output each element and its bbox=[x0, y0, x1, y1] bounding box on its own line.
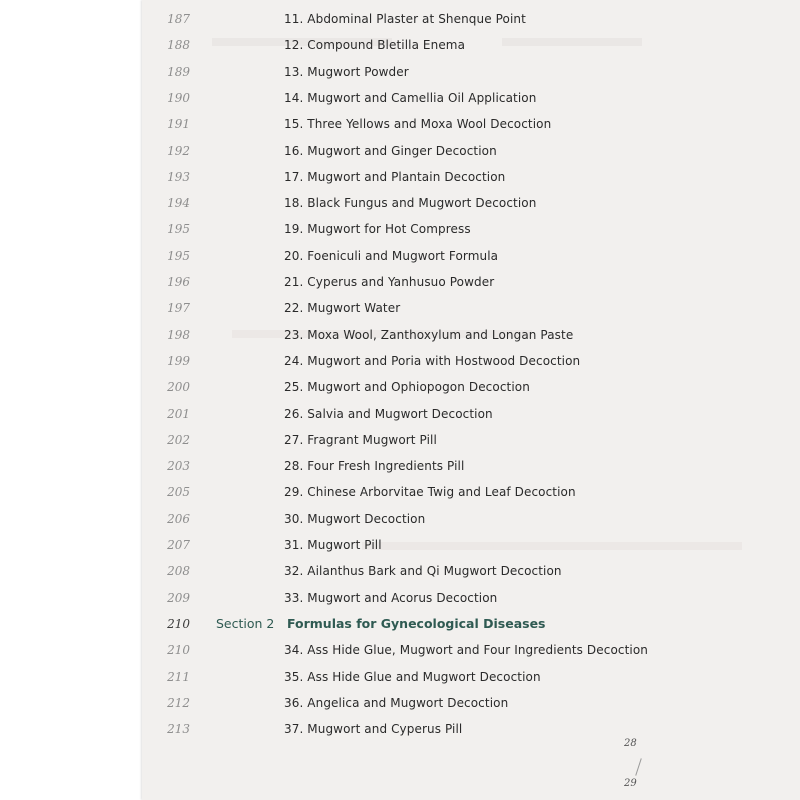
toc-entry-title: 15. Three Yellows and Moxa Wool Decoction bbox=[284, 117, 552, 132]
toc-entry-title: 21. Cyperus and Yanhusuo Powder bbox=[284, 275, 495, 289]
toc-entry bbox=[142, 350, 800, 372]
toc-entry bbox=[142, 508, 800, 530]
toc-entry bbox=[142, 166, 800, 188]
toc-page-number: 194 bbox=[167, 196, 190, 211]
toc-entry-title: 31. Mugwort Pill bbox=[284, 538, 382, 552]
toc-entry bbox=[142, 140, 800, 162]
toc-entry-title: 37. Mugwort and Cyperus Pill bbox=[284, 722, 463, 737]
book-left-edge bbox=[0, 0, 142, 800]
toc-entry-title: 26. Salvia and Mugwort Decoction bbox=[284, 406, 493, 421]
toc-entry-title: 17. Mugwort and Plantain Decoction bbox=[284, 169, 506, 184]
toc-page-number: 197 bbox=[167, 301, 190, 316]
toc-entry bbox=[142, 692, 800, 714]
toc-page-number: 213 bbox=[167, 722, 190, 737]
toc-entry bbox=[142, 718, 800, 740]
toc-page-number: 200 bbox=[167, 380, 190, 395]
toc-entry-title: 11. Abdominal Plaster at Shenque Point bbox=[284, 12, 526, 26]
toc-entry-title: 34. Ass Hide Glue, Mugwort and Four Ingredients Decoction bbox=[284, 643, 648, 658]
toc-entry bbox=[142, 297, 800, 319]
toc-entry-title: 13. Mugwort Powder bbox=[284, 64, 409, 79]
toc-entry bbox=[142, 245, 800, 267]
toc-entry-title: 19. Mugwort for Hot Compress bbox=[284, 222, 471, 237]
toc-entry bbox=[142, 8, 800, 30]
toc-entry-title: 35. Ass Hide Glue and Mugwort Decoction bbox=[284, 669, 541, 684]
toc-entry-title: 22. Mugwort Water bbox=[284, 301, 401, 316]
toc-page-number: 193 bbox=[167, 169, 190, 184]
toc-page-number: 191 bbox=[167, 117, 190, 132]
toc-entry-title: 28. Four Fresh Ingredients Pill bbox=[284, 459, 465, 474]
toc-entry-title: 27. Fragrant Mugwort Pill bbox=[284, 432, 437, 447]
toc-page-number: 210 bbox=[167, 616, 190, 631]
toc-entry-title: 32. Ailanthus Bark and Qi Mugwort Decoction bbox=[284, 564, 562, 579]
toc-entry-title: 33. Mugwort and Acorus Decoction bbox=[284, 590, 498, 605]
toc-entry bbox=[142, 560, 800, 582]
page-divider-mark bbox=[635, 758, 642, 775]
toc-page-number: 195 bbox=[167, 248, 190, 263]
section-title: Formulas for Gynecological Diseases bbox=[287, 615, 546, 631]
toc-entry bbox=[142, 403, 800, 425]
toc-entry-title: 18. Black Fungus and Mugwort Decoction bbox=[284, 196, 537, 211]
toc-entry-title: 30. Mugwort Decoction bbox=[284, 511, 426, 526]
toc-entry-title: 36. Angelica and Mugwort Decoction bbox=[284, 695, 509, 710]
toc-page-number: 208 bbox=[167, 564, 190, 579]
toc-page-number: 211 bbox=[167, 669, 190, 684]
toc-page-number: 192 bbox=[167, 143, 190, 158]
folio-right-page-number: 29 bbox=[624, 778, 637, 789]
toc-page-number: 189 bbox=[167, 64, 190, 79]
toc-page-number: 201 bbox=[167, 406, 190, 421]
toc-entry bbox=[142, 218, 800, 240]
toc-entry-title: 25. Mugwort and Ophiopogon Decoction bbox=[284, 380, 530, 395]
toc-entry bbox=[142, 113, 800, 135]
toc-page-number: 199 bbox=[167, 353, 190, 368]
toc-entry bbox=[142, 455, 800, 477]
toc-entry bbox=[142, 376, 800, 398]
toc-entry bbox=[142, 429, 800, 451]
toc-page-number: 188 bbox=[167, 38, 190, 53]
toc-entry-title: 20. Foeniculi and Mugwort Formula bbox=[284, 248, 499, 263]
toc-page-number: 209 bbox=[167, 590, 190, 605]
toc-entry bbox=[142, 192, 800, 214]
toc-page-number: 190 bbox=[167, 90, 190, 105]
toc-entry-title: 16. Mugwort and Ginger Decoction bbox=[284, 143, 497, 158]
toc-entry bbox=[142, 271, 800, 293]
toc-page-number: 195 bbox=[167, 222, 190, 237]
toc-page-number: 198 bbox=[167, 327, 190, 342]
toc-entry bbox=[142, 666, 800, 688]
toc-entry bbox=[142, 587, 800, 609]
toc-entry bbox=[142, 34, 800, 56]
toc-entry bbox=[142, 61, 800, 83]
toc-entry-title: 12. Compound Bletilla Enema bbox=[284, 38, 466, 53]
toc-page-number: 205 bbox=[167, 485, 190, 500]
toc-page-number: 206 bbox=[167, 511, 190, 526]
toc-page bbox=[142, 0, 800, 800]
toc-entry-title: 24. Mugwort and Poria with Hostwood Decoction bbox=[284, 353, 581, 368]
toc-entry-title: 29. Chinese Arborvitae Twig and Leaf Decoction bbox=[284, 485, 576, 500]
toc-entry-title: 14. Mugwort and Camellia Oil Application bbox=[284, 90, 537, 105]
toc-section-heading bbox=[142, 613, 800, 635]
toc-page-number: 202 bbox=[167, 432, 190, 447]
toc-page-number: 187 bbox=[167, 12, 190, 26]
toc-entry bbox=[142, 87, 800, 109]
toc-entry bbox=[142, 481, 800, 503]
toc-page-number: 210 bbox=[167, 643, 190, 658]
toc-entry bbox=[142, 639, 800, 661]
toc-page-number: 207 bbox=[167, 538, 190, 552]
toc-page-number: 203 bbox=[167, 459, 190, 474]
toc-page-number: 212 bbox=[167, 695, 190, 710]
section-label: Section 2 bbox=[216, 615, 275, 631]
toc-entry bbox=[142, 534, 800, 556]
toc-page-number: 196 bbox=[167, 275, 190, 289]
toc-entry bbox=[142, 324, 800, 346]
toc-entry-title: 23. Moxa Wool, Zanthoxylum and Longan Paste bbox=[284, 327, 574, 342]
folio-left-page-number: 28 bbox=[624, 738, 637, 749]
